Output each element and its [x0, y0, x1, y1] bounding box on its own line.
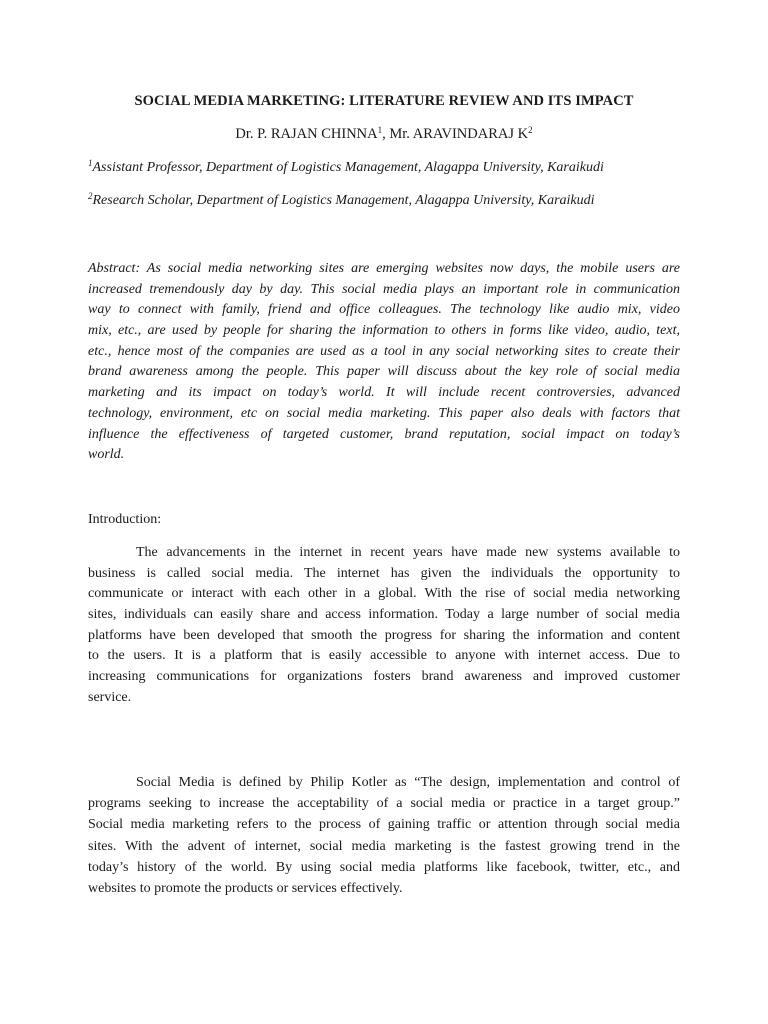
text-line: sites, individuals can easily share and access information. Today a large number of social media [88, 607, 680, 623]
introduction-paragraph-1 [88, 543, 680, 709]
text-line: increased tremendously day by day. This social media plays an important role in communication [88, 281, 680, 297]
text-line: influence the effectiveness of targeted customer, brand reputation, social impact on today’s [88, 426, 680, 442]
text-line: way to connect with family, friend and office colleagues. The technology like audio mix, video [88, 302, 680, 318]
text-line: brand awareness among the people. This paper will discuss about the key role of social media [88, 364, 680, 380]
text-line: programs seeking to increase the acceptability of a social media or practice in a target group.” [88, 796, 680, 812]
text-line: to the users. It is a platform that is easily accessible to anyone with internet access. Due to [88, 648, 680, 664]
text-line: business is called social media. The internet has given the individuals the opportunity to [88, 565, 680, 581]
author-2: Mr. ARAVINDARAJ K [389, 126, 529, 142]
affiliation-1-text: Assistant Professor, Department of Logistics Management, Alagappa University, Karaikudi [92, 160, 604, 175]
author-1-sup: 1 [377, 125, 383, 135]
text-line: marketing and its impact on today’s world. It will include recent controversies, advanced [88, 385, 680, 401]
text-line: etc., hence most of the companies are used as a tool in any social networking sites to create their [88, 343, 680, 359]
text-line: Social media marketing refers to the process of gaining traffic or attention through social media [88, 817, 680, 833]
paper-title: SOCIAL MEDIA MARKETING: LITERATURE REVIEW AND ITS IMPACT [134, 93, 634, 109]
affiliation-2 [88, 193, 595, 209]
text-line: websites to promote the products or services effectively. [88, 880, 403, 896]
affiliation-2-text: Research Scholar, Department of Logistics Management, Alagappa University, Karaikudi [92, 193, 595, 208]
text-line: platforms have been developed that smooth the progress for sharing the information and content [88, 627, 680, 643]
affiliation-1 [88, 160, 604, 176]
text-line: The advancements in the internet in recent years have made new systems available to [136, 545, 680, 560]
text-line: increasing communications for organizations fosters brand awareness and improved customer [88, 669, 680, 685]
text-line: today’s history of the world. By using social media platforms like facebook, twitter, etc., and [88, 859, 680, 875]
author-separator: , [382, 126, 390, 142]
text-line: mix, etc., are used by people for sharing the information to others in forms like video, audio, text, [88, 323, 680, 339]
text-line: Social Media is defined by Philip Kotler as “The design, implementation and control of [136, 775, 680, 790]
affiliation-1-sup: 1 [88, 158, 93, 168]
text-line: technology, environment, etc on social media marketing. This paper also deals with factors that [88, 405, 680, 421]
abstract [88, 259, 680, 466]
text-line: Abstract: As social media networking sites are emerging websites now days, the mobile users are [88, 261, 680, 276]
author-1: Dr. P. RAJAN CHINNA [235, 126, 378, 142]
introduction-paragraph-2 [88, 772, 680, 899]
paper-authors [0, 126, 768, 143]
author-2-sup: 2 [528, 125, 533, 135]
text-line: service. [88, 689, 132, 705]
text-line: communicate or interact with each other in a global. With the rise of social media networking [88, 586, 680, 602]
introduction-heading: Introduction: [88, 512, 162, 527]
text-line: sites. With the advent of internet, social media marketing is the fastest growing trend in the [88, 838, 680, 854]
text-line: world. [88, 447, 125, 463]
affiliation-2-sup: 2 [88, 191, 93, 201]
